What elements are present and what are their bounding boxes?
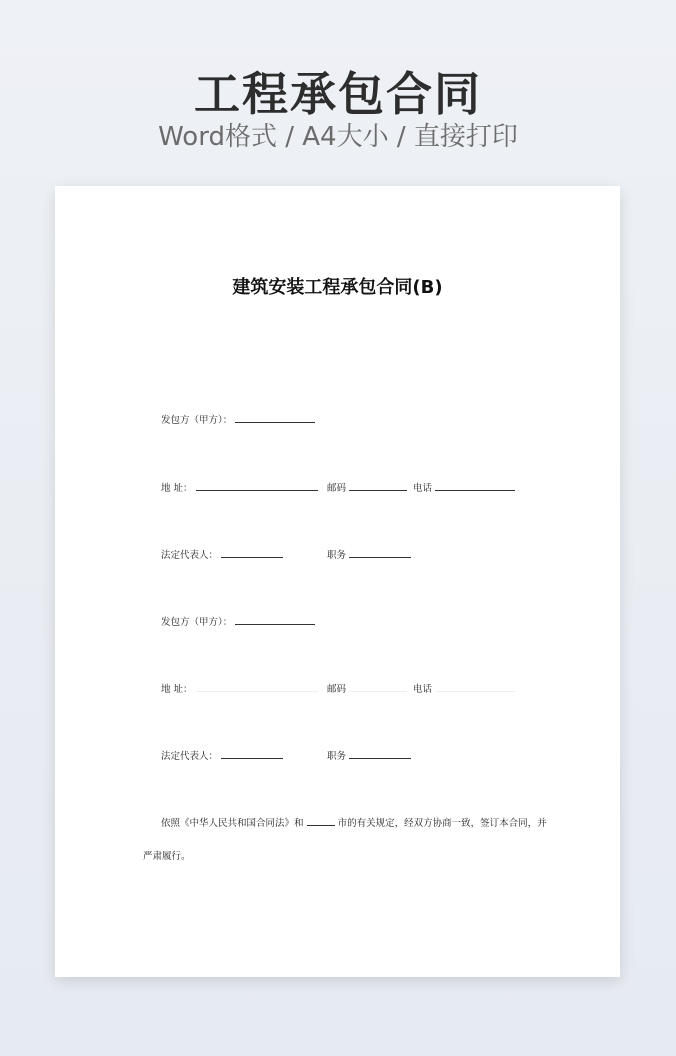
paragraph-part1: 依照《中华人民共和国合同法》和 xyxy=(161,818,304,829)
party-b-position-field[interactable] xyxy=(349,749,411,759)
paragraph-part2: 市的有关规定，经双方协商一致，签订本合同，并 xyxy=(337,818,547,829)
party-a-legal-rep-label: 法定代表人： xyxy=(161,550,219,561)
document-title: 建筑安装工程承包合同(B) xyxy=(232,277,443,298)
party-a-address-label: 地 址： xyxy=(161,483,193,494)
party-a-phone-row xyxy=(413,481,515,496)
party-a-postcode-field[interactable] xyxy=(349,481,407,491)
party-b-phone-label: 电话 xyxy=(413,684,433,695)
city-field[interactable] xyxy=(307,816,335,826)
party-a-position-field[interactable] xyxy=(349,548,411,558)
party-b-postcode-row xyxy=(327,682,407,697)
paragraph-part3: 严肃履行。 xyxy=(143,851,191,862)
party-b-legal-rep-row xyxy=(161,749,283,764)
party-b-position-row xyxy=(327,749,411,764)
contract-paragraph xyxy=(161,816,547,831)
party-b-position-label: 职务 xyxy=(327,751,347,762)
document-page xyxy=(55,186,620,977)
party-a-legal-rep-row xyxy=(161,548,283,563)
party-a-address-row xyxy=(161,481,318,496)
party-b-field[interactable] xyxy=(235,615,315,625)
party-a-position-row xyxy=(327,548,411,563)
party-a-phone-label: 电话 xyxy=(413,483,433,494)
party-b-address-label: 地 址： xyxy=(161,684,193,695)
party-a-legal-rep-field[interactable] xyxy=(221,548,283,558)
party-b-postcode-label: 邮码 xyxy=(327,684,347,695)
party-a-field[interactable] xyxy=(235,413,315,423)
party-b-legal-rep-label: 法定代表人： xyxy=(161,751,219,762)
party-a-label: 发包方（甲方）： xyxy=(161,415,233,426)
party-a-phone-field[interactable] xyxy=(435,481,515,491)
party-b-legal-rep-field[interactable] xyxy=(221,749,283,759)
party-a-address-field[interactable] xyxy=(196,481,318,491)
party-b-phone-row xyxy=(413,682,515,697)
party-b-phone-field[interactable] xyxy=(435,682,515,692)
party-b-postcode-field[interactable] xyxy=(349,682,407,692)
party-a-postcode-row xyxy=(327,481,407,496)
party-b-address-row xyxy=(161,682,318,697)
contract-paragraph-continued xyxy=(143,850,191,864)
party-b-address-field[interactable] xyxy=(196,682,318,692)
party-a-postcode-label: 邮码 xyxy=(327,483,347,494)
party-a-row xyxy=(161,413,315,428)
page-subtitle: Word格式 / A4大小 / 直接打印 xyxy=(158,122,518,152)
party-b-label: 发包方（甲方）： xyxy=(161,617,233,628)
party-a-position-label: 职务 xyxy=(327,550,347,561)
page-title: 工程承包合同 xyxy=(194,67,482,121)
party-b-row xyxy=(161,615,315,630)
